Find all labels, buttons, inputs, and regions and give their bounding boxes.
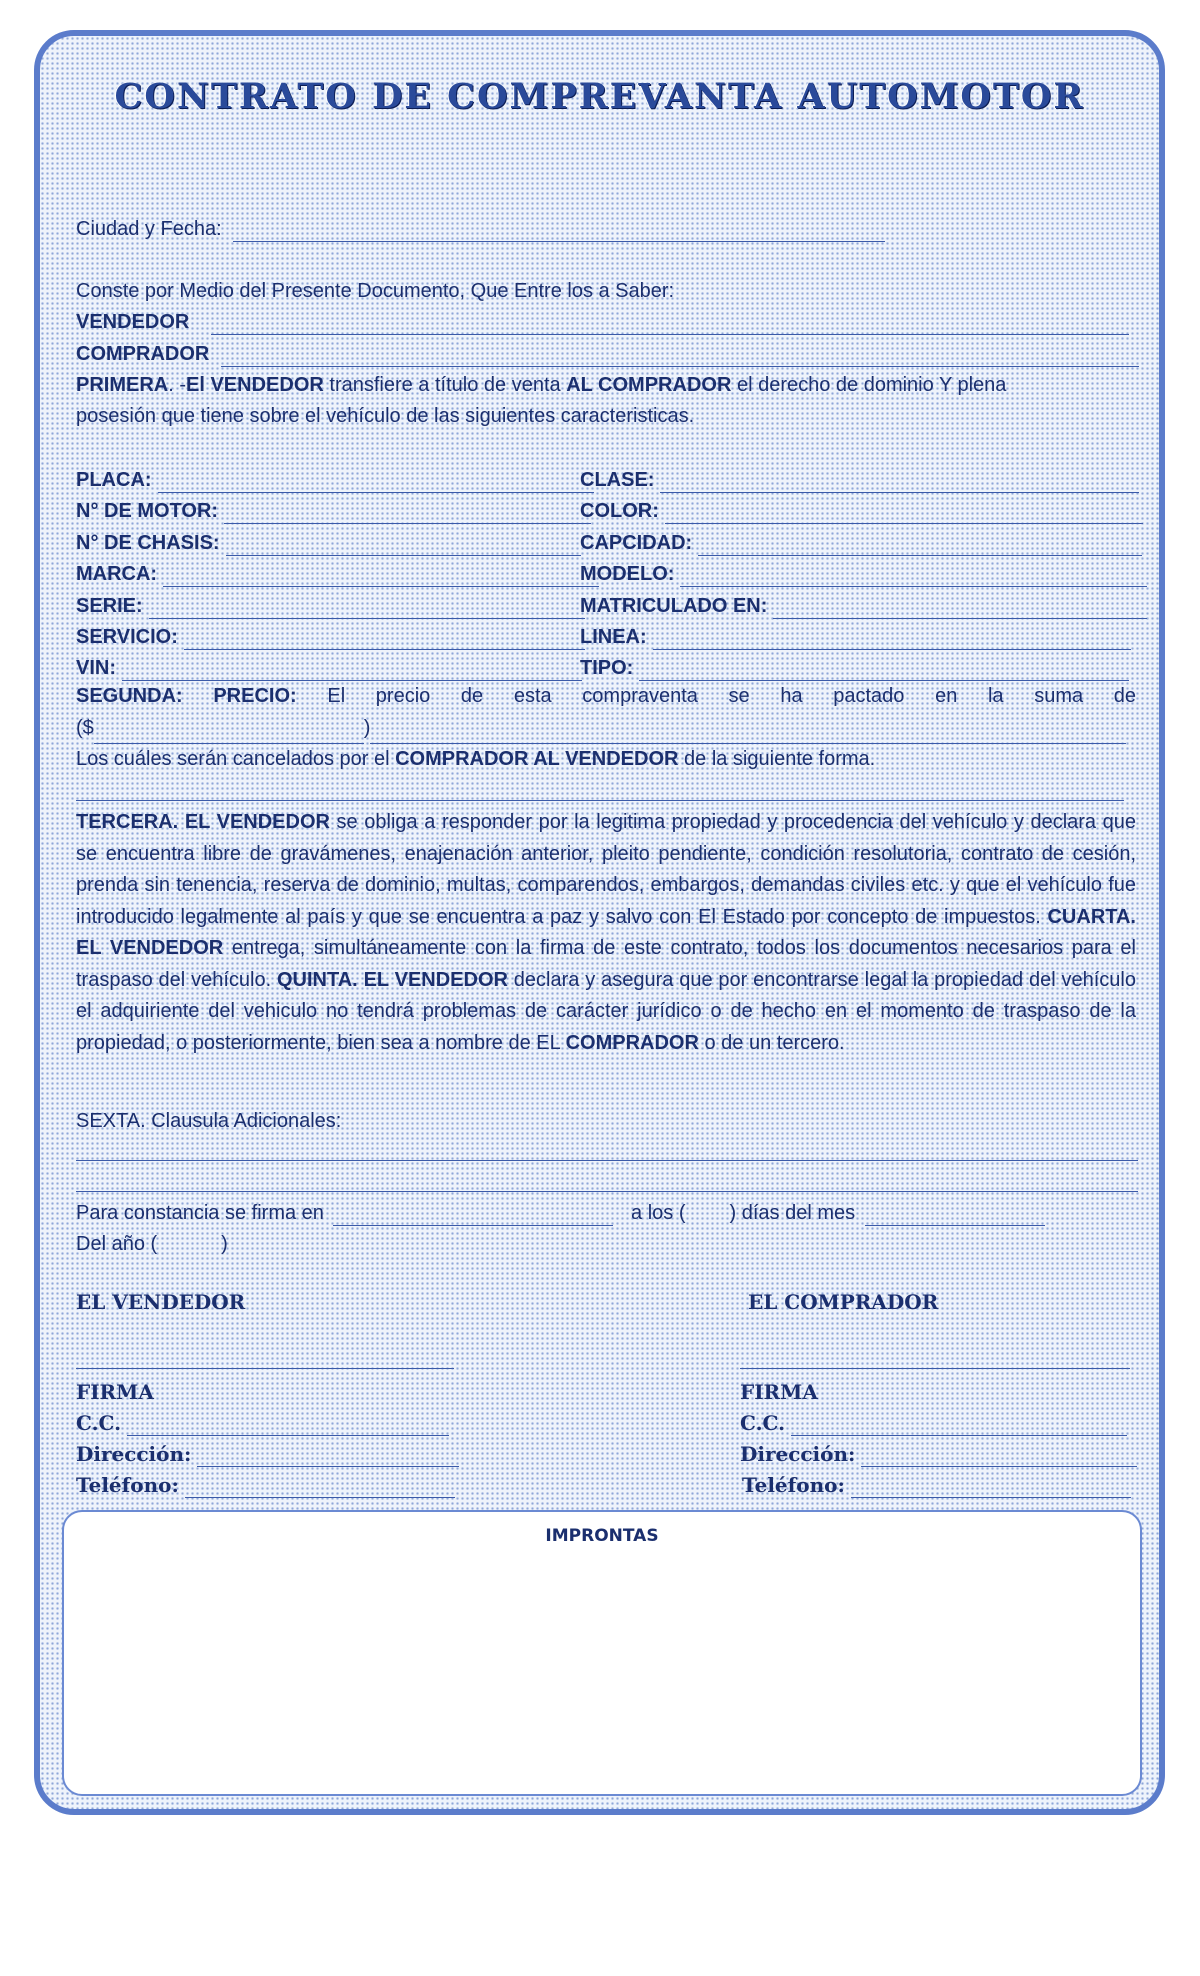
clause-primera xyxy=(76,373,1006,398)
seller-direccion-row xyxy=(76,1442,459,1467)
constancia-los: a los ( xyxy=(631,1202,686,1224)
tercera-text: se obliga a responder por la legitima propiedad y procedencia del vehículo y declara que se encuentra libre de gravámenes, enajenación anterior, pleito pendiente, condición resolutoria, contrato de cesión, prenda sin tenencia, reserva de dominio, multas, comparendos, embargos, demandas civiles etc. y que el vehículo fue introducido legalmente al país y que se encuentra a paz y salvo con El Estado por concepto de impuestos. xyxy=(76,811,1137,928)
vehicle-field-input[interactable] xyxy=(660,472,1138,493)
vehicle-field-left xyxy=(76,625,585,650)
constancia-pre: Para constancia se firma en xyxy=(76,1202,324,1224)
vehicle-field-input[interactable] xyxy=(653,629,1131,650)
buyer-firma-label: FIRMA xyxy=(740,1380,818,1404)
clause-segunda xyxy=(76,681,1136,776)
clause-sexta: SEXTA. Clausula Adicionales: xyxy=(76,1110,342,1132)
vehicle-field-label: N° DE CHASIS: xyxy=(76,531,220,554)
vehicle-field-left xyxy=(76,594,585,619)
seller-signature-line[interactable] xyxy=(76,1368,454,1369)
vehicle-field-input[interactable] xyxy=(639,660,1129,681)
vehicle-field-label: LINEA: xyxy=(580,626,647,648)
seller-telefono-label: Teléfono: xyxy=(76,1473,179,1497)
vehicle-field-right xyxy=(580,656,1129,681)
primera-seller: El VENDEDOR xyxy=(186,374,324,396)
seller-direccion-field[interactable] xyxy=(197,1446,459,1467)
city-date-row xyxy=(76,217,885,242)
vehicle-field-left xyxy=(76,468,594,493)
vehicle-field-right xyxy=(580,468,1139,493)
quinta-buyer: COMPRADOR xyxy=(565,1031,699,1054)
currency-open: ($ xyxy=(76,716,94,739)
buyer-telefono-row xyxy=(742,1473,1131,1498)
quinta-end: o de un tercero. xyxy=(698,1031,845,1054)
seller-label: VENDEDOR xyxy=(76,311,190,333)
seller-direccion-label: Dirección: xyxy=(76,1442,192,1466)
buyer-label: COMPRADOR xyxy=(76,343,210,365)
vehicle-field-input[interactable] xyxy=(665,503,1143,524)
buyer-cc-label: C.C. xyxy=(740,1411,786,1435)
vehicle-field-input[interactable] xyxy=(149,598,585,619)
buyer-telefono-field[interactable] xyxy=(851,1477,1131,1498)
vehicle-field-input[interactable] xyxy=(122,660,582,681)
vehicle-field-input[interactable] xyxy=(158,472,594,493)
document-title: CONTRATO DE COMPREVANTA AUTOMOTOR xyxy=(114,76,1085,117)
seller-firma-label: FIRMA xyxy=(76,1380,154,1404)
buyer-direccion-label: Dirección: xyxy=(740,1442,856,1466)
additional-clause-line-1[interactable] xyxy=(76,1160,1138,1161)
seller-signature-title: EL VENDEDOR xyxy=(76,1290,246,1314)
vehicle-field-label: CAPCIDAD: xyxy=(580,531,693,554)
buyer-direccion-field[interactable] xyxy=(861,1446,1137,1467)
segunda-lead: SEGUNDA: xyxy=(76,685,183,707)
primera-sep: . - xyxy=(168,374,187,396)
seller-name-field[interactable] xyxy=(211,314,1129,335)
vehicle-field-input[interactable] xyxy=(680,566,1147,587)
vehicle-field-input[interactable] xyxy=(773,598,1147,619)
price-number-field[interactable] xyxy=(94,723,364,744)
seller-cc-field[interactable] xyxy=(127,1415,449,1436)
seller-row xyxy=(76,310,1129,335)
vehicle-field-label: CLASE: xyxy=(580,469,655,491)
seller-cc-row xyxy=(76,1411,449,1436)
vehicle-field-right xyxy=(580,499,1143,524)
vehicle-field-label: SERIE: xyxy=(76,594,143,617)
improntas-box[interactable] xyxy=(62,1510,1142,1796)
clause-tercera-quinta xyxy=(76,807,1136,1059)
quinta-lead: QUINTA. EL VENDEDOR xyxy=(276,968,508,991)
year-open: Del año ( xyxy=(76,1233,158,1255)
cuarta-text: entrega, simultáneamente con la firma de este contrato, todos los documentos necesarios para el traspaso del vehículo. xyxy=(76,937,1136,991)
vehicle-field-label: N° DE MOTOR: xyxy=(76,500,219,523)
buyer-direccion-row xyxy=(740,1442,1137,1467)
vehicle-field-input[interactable] xyxy=(184,629,586,650)
payment-pre: Los cuáles serán cancelados por el xyxy=(76,748,396,770)
sign-place-field[interactable] xyxy=(333,1205,613,1226)
vehicle-field-label: TIPO: xyxy=(580,657,634,680)
year-row xyxy=(76,1232,228,1257)
seller-cc-label: C.C. xyxy=(76,1411,122,1435)
vehicle-field-label: MATRICULADO EN: xyxy=(580,594,768,617)
seller-telefono-row xyxy=(76,1473,455,1498)
seller-telefono-field[interactable] xyxy=(185,1477,455,1498)
vehicle-field-left xyxy=(76,562,599,587)
vehicle-field-label: VIN: xyxy=(76,657,116,680)
segunda-label: PRECIO: xyxy=(213,685,297,707)
vehicle-field-label: PLACA: xyxy=(76,469,152,491)
vehicle-field-right xyxy=(580,531,1142,556)
vehicle-field-label: SERVICIO: xyxy=(76,626,178,648)
vehicle-field-input[interactable] xyxy=(226,535,581,556)
primera-buyer: AL COMPRADOR xyxy=(566,374,732,396)
vehicle-field-input[interactable] xyxy=(698,535,1142,556)
buyer-cc-field[interactable] xyxy=(791,1415,1127,1436)
primera-lead: PRIMERA xyxy=(76,374,169,396)
buyer-row xyxy=(76,342,1139,367)
additional-clause-line-2[interactable] xyxy=(76,1191,1138,1192)
vehicle-field-right xyxy=(580,625,1131,650)
vehicle-field-left xyxy=(76,531,581,556)
contract-frame xyxy=(34,30,1165,1815)
intro-text: Conste por Medio del Presente Documento, Que Entre los a Saber: xyxy=(76,280,675,302)
tercera-lead: TERCERA. EL VENDEDOR xyxy=(76,811,330,833)
payment-post: de la siguiente forma. xyxy=(678,748,876,770)
primera-end: el derecho de dominio Y plena xyxy=(731,374,1007,396)
city-date-field[interactable] xyxy=(233,221,885,242)
vehicle-field-right xyxy=(580,562,1147,587)
segunda-text: El precio de esta compraventa se ha pactado en la suma de xyxy=(327,685,1137,707)
vehicle-field-left xyxy=(76,656,582,681)
buyer-name-field[interactable] xyxy=(221,346,1139,367)
primera-line-2: posesión que tiene sobre el vehículo de las siguientes caracteristicas. xyxy=(76,405,695,427)
payment-bold: COMPRADOR AL VENDEDOR xyxy=(395,748,679,770)
payment-form-line[interactable] xyxy=(76,800,1124,801)
vehicle-field-label: COLOR: xyxy=(580,500,659,523)
vehicle-field-input[interactable] xyxy=(224,503,591,524)
vehicle-field-left xyxy=(76,499,591,524)
month-field[interactable] xyxy=(865,1205,1045,1226)
buyer-signature-line[interactable] xyxy=(740,1368,1130,1369)
buyer-cc-row xyxy=(740,1411,1127,1436)
buyer-telefono-label: Teléfono: xyxy=(742,1473,845,1497)
year-close: ) xyxy=(221,1233,228,1255)
buyer-signature-title: EL COMPRADOR xyxy=(748,1290,939,1314)
vehicle-field-label: MARCA: xyxy=(76,563,158,586)
vehicle-field-right xyxy=(580,594,1147,619)
vehicle-field-label: MODELO: xyxy=(580,563,675,586)
improntas-label: IMPRONTAS xyxy=(545,1526,659,1546)
price-words-field[interactable] xyxy=(370,723,1126,744)
constancia-row xyxy=(76,1201,1045,1226)
city-date-label: Ciudad y Fecha: xyxy=(76,218,222,240)
currency-close: ) xyxy=(363,716,371,739)
primera-mid: transfiere a título de venta xyxy=(323,374,567,396)
quinta-text: declara y asegura que por encontrarse legal la propiedad del vehículo el adquiriente del vehiculo no tendrá problemas de carácter jurídico o de hecho en el momento de traspaso de la propiedad, o posteriormente, bien sea a nombre de EL xyxy=(76,968,1136,1054)
vehicle-field-input[interactable] xyxy=(163,566,599,587)
cuarta-lead: CUARTA. EL VENDEDOR xyxy=(76,905,1136,959)
constancia-dias: ) días del mes xyxy=(729,1202,856,1224)
